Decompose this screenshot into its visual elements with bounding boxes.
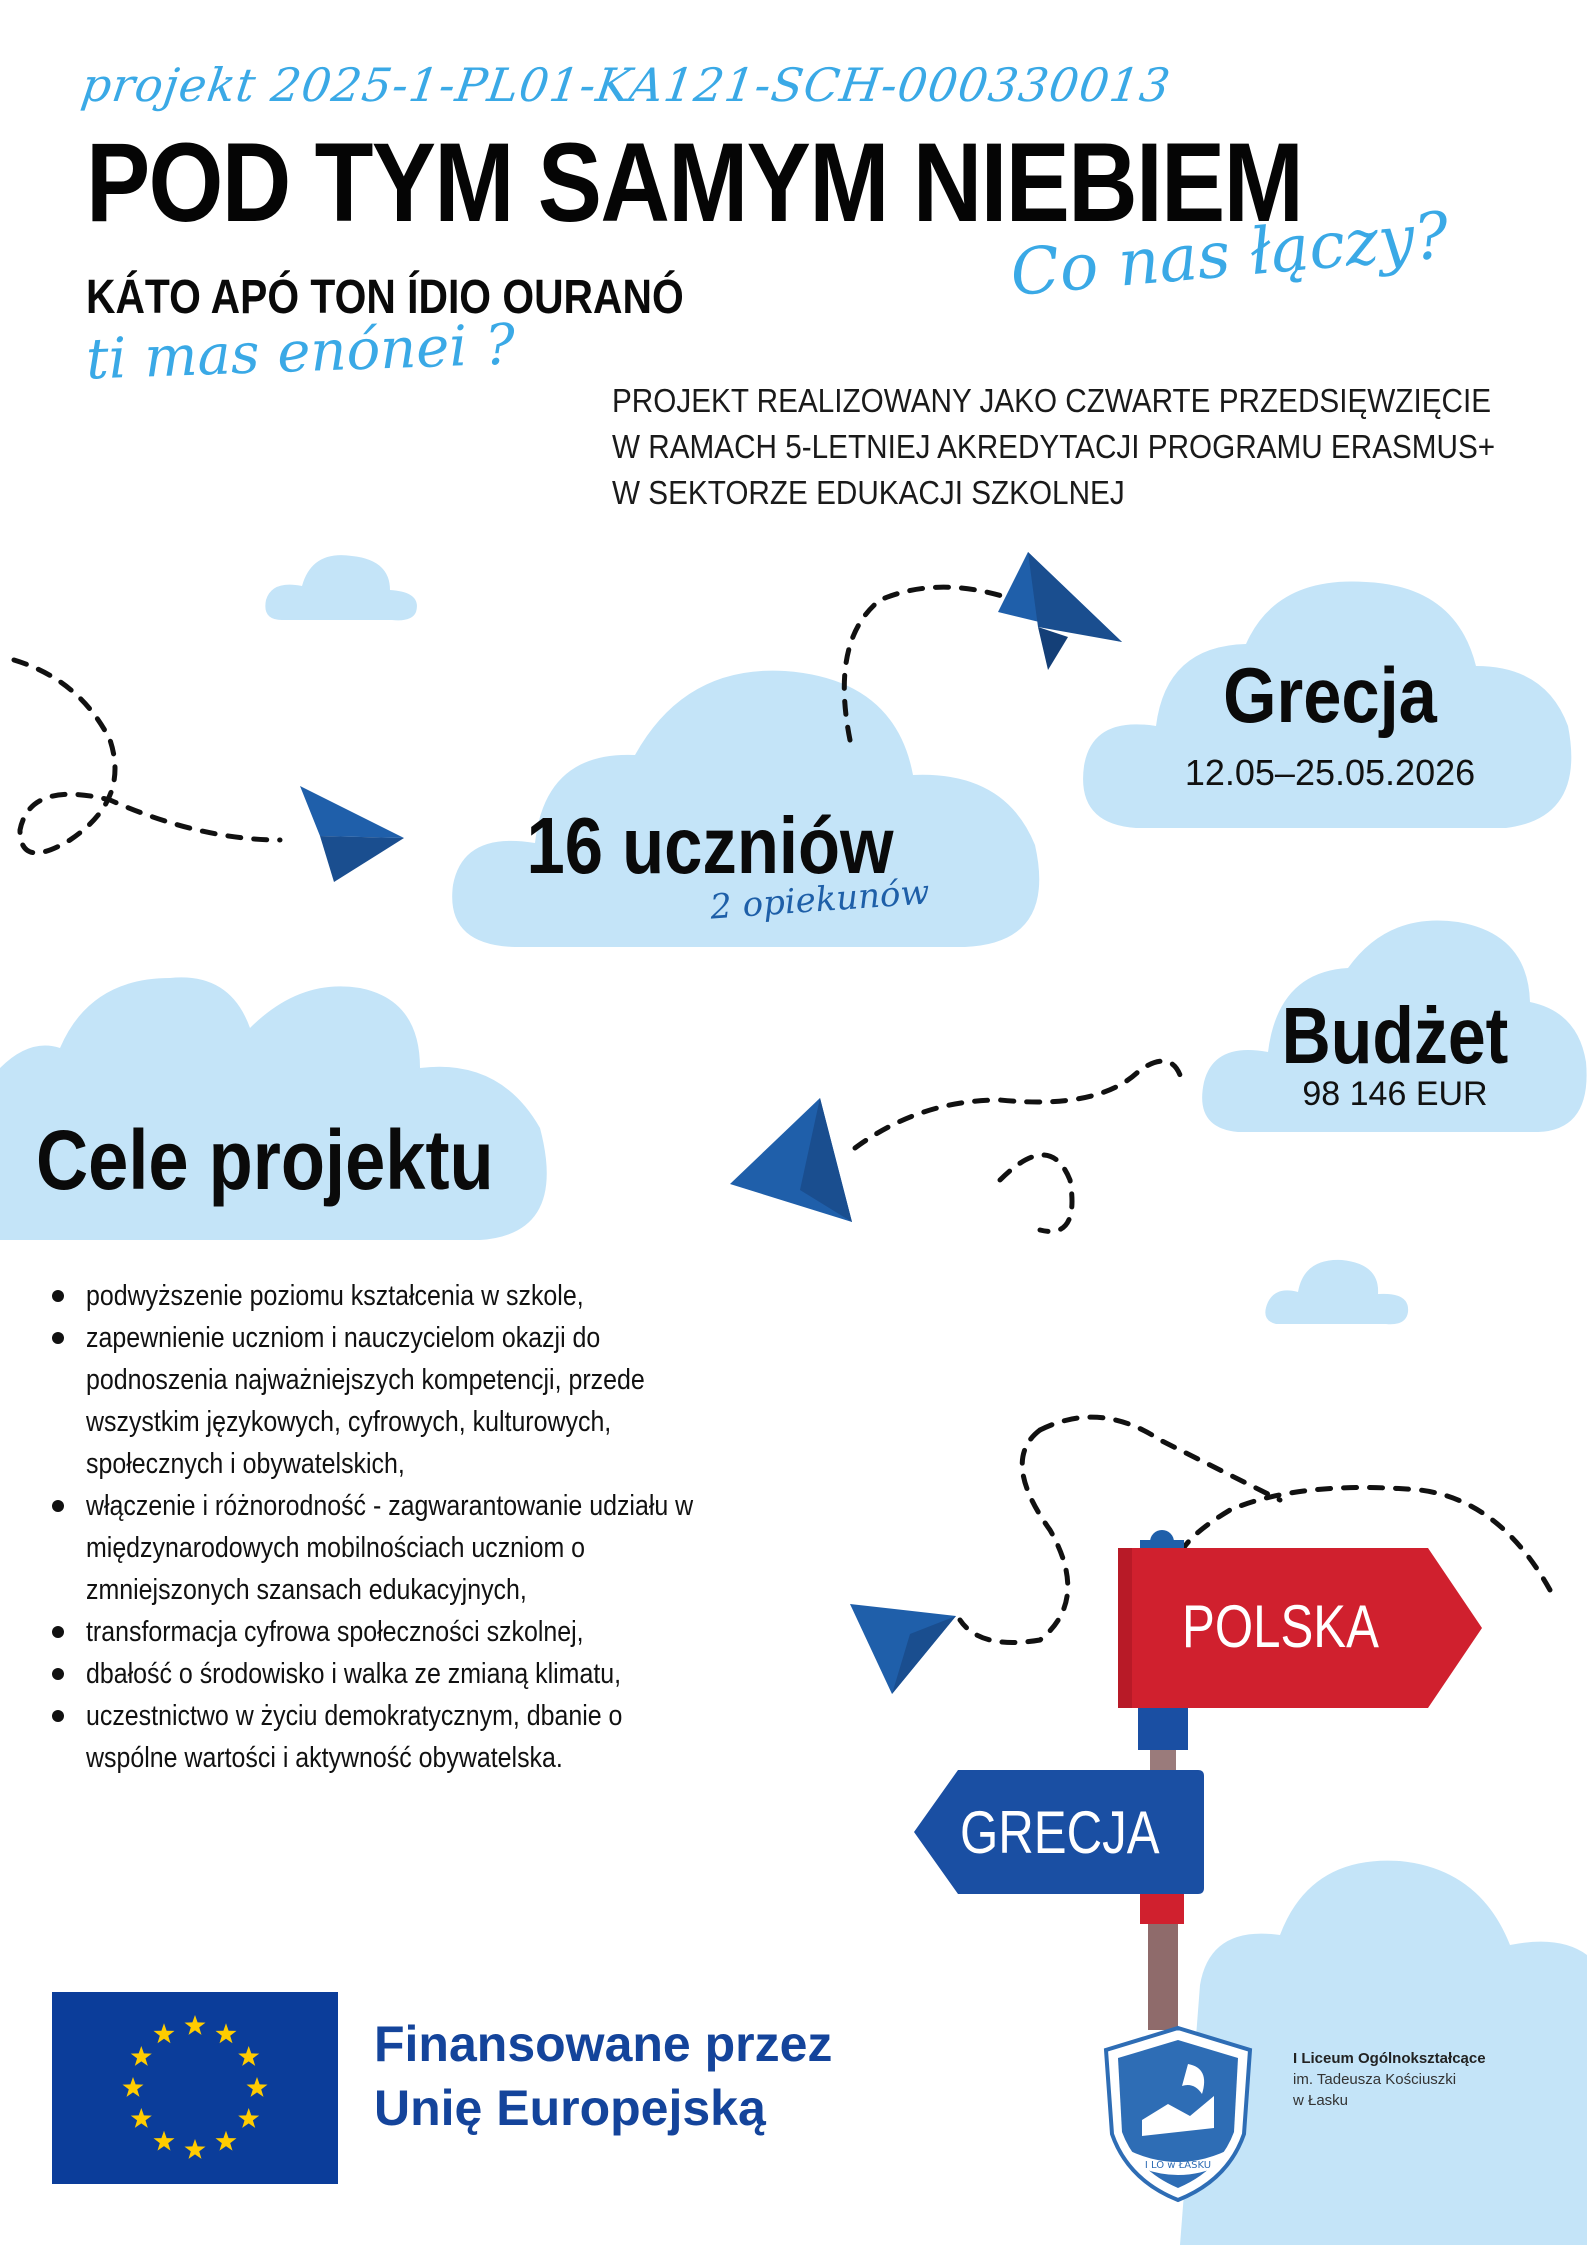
paper-plane-icon xyxy=(998,552,1122,672)
eu-flag-icon xyxy=(52,1992,338,2184)
goals-list xyxy=(50,1275,1006,1779)
school-name-line: im. Tadeusza Kościuszki xyxy=(1293,2071,1457,2088)
project-code: projekt 2025-1-PL01-KA121-SCH-000330013 xyxy=(78,58,1175,112)
destination-title: Grecja xyxy=(1223,651,1437,739)
goal-text: podwyższenie poziomu kształcenia w szkole, xyxy=(86,1280,584,1312)
goals-title: Cele projektu xyxy=(36,1113,494,1207)
intro-line: W SEKTORZE EDUKACJI SZKOLNEJ xyxy=(612,474,1125,511)
goal-text: transformacja cyfrowa społeczności szkolnej, xyxy=(86,1616,584,1648)
goal-text: włączenie i różnorodność - zagwarantowanie udziału w międzynarodowych mobilnościach uczniom o zmniejszonych szansach edukacyjnych, xyxy=(86,1490,694,1606)
crest-text: I LO w ŁASKU xyxy=(1144,2160,1212,2171)
intro-line: PROJEKT REALIZOWANY JAKO CZWARTE PRZEDSIĘWZIĘCIE xyxy=(612,382,1492,419)
list-item xyxy=(86,1695,1006,1779)
students-count: 16 uczniów xyxy=(526,801,894,890)
list-item xyxy=(86,1275,1006,1317)
list-item xyxy=(86,1653,1006,1695)
subtitle-polish: Co nas łączy? xyxy=(1007,198,1452,312)
budget-value: 98 146 EUR xyxy=(1302,1075,1488,1113)
greek-subtitle: ti mas enónei ? xyxy=(84,312,517,393)
intro-text xyxy=(612,378,1495,516)
sign-polska-label: POLSKA xyxy=(1182,1593,1379,1660)
funding-line: Unię Europejską xyxy=(374,2080,766,2136)
school-name-line: I Liceum Ogólnokształcące xyxy=(1293,2050,1486,2067)
goal-text: uczestnictwo w życiu demokratycznym, dbanie o wspólne wartości i aktywność obywatelska. xyxy=(86,1700,623,1774)
goal-text: zapewnienie uczniom i nauczycielom okazji do podnoszenia najważniejszych kompetencji, przede wszystkim językowych, cyfrowych, kulturowych, społecznych i obywatelskich, xyxy=(86,1322,645,1480)
list-item xyxy=(86,1317,1006,1485)
funding-statement xyxy=(374,2012,832,2140)
goal-text: dbałość o środowisko i walka ze zmianą klimatu, xyxy=(86,1658,622,1690)
list-item xyxy=(86,1485,1006,1611)
intro-line: W RAMACH 5-LETNIEJ AKREDYTACJI PROGRAMU ERASMUS+ xyxy=(612,428,1496,465)
page-title: POD TYM SAMYM NIEBIEM xyxy=(86,120,1303,245)
school-name xyxy=(1293,2048,1486,2111)
paper-plane-icon xyxy=(300,786,404,882)
destination-dates: 12.05–25.05.2026 xyxy=(1184,752,1476,793)
funding-line: Finansowane przez xyxy=(374,2016,833,2072)
school-crest-icon xyxy=(1098,2024,1258,2204)
school-name-line: w Łasku xyxy=(1293,2092,1349,2109)
greek-title: KÁTO APÓ TON ÍDIO OURANÓ xyxy=(86,271,684,324)
list-item xyxy=(86,1611,1006,1653)
guardians-count: 2 opiekunów xyxy=(708,872,931,928)
paper-plane-icon xyxy=(730,1098,852,1222)
sign-grecja-label: GRECJA xyxy=(960,1799,1160,1866)
budget-title: Budżet xyxy=(1281,991,1509,1080)
